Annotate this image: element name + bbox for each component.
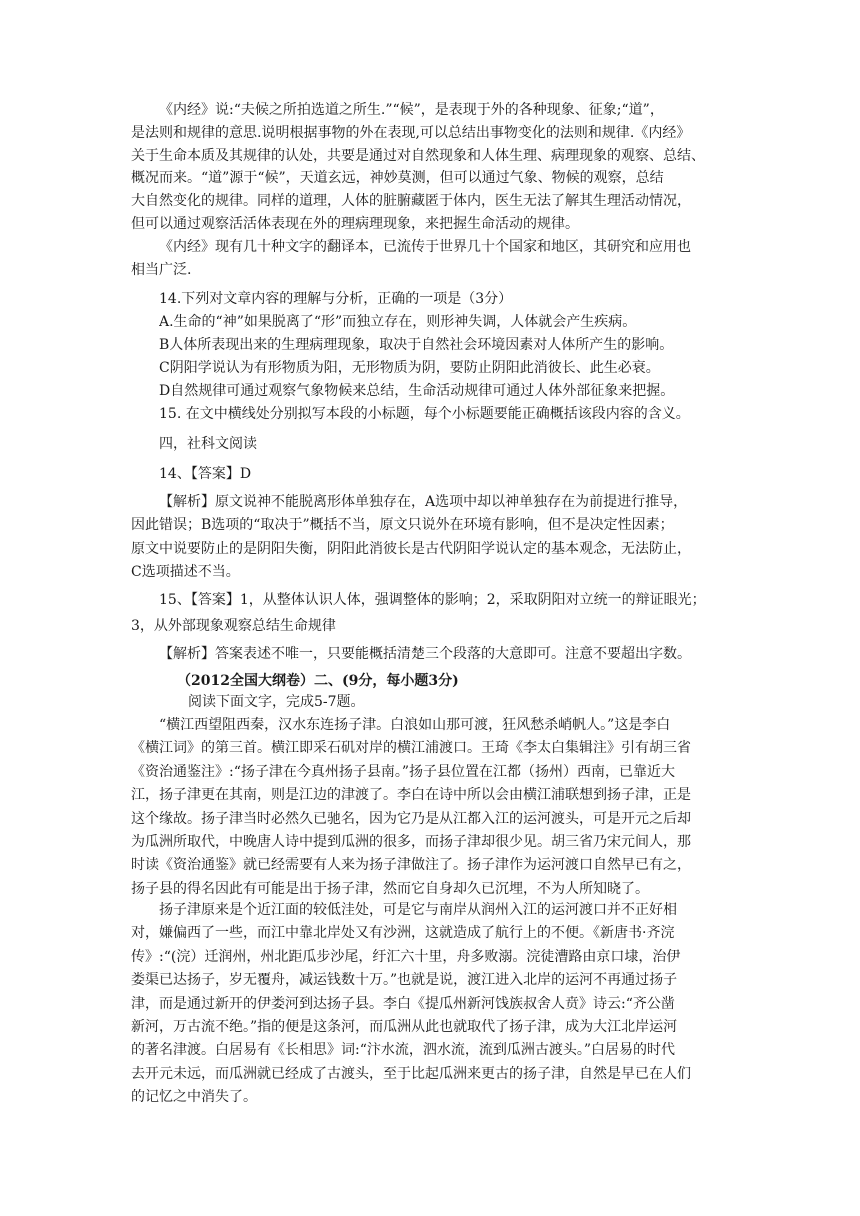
- text-line: 江，扬子津更在其南，则是江边的津渡了。李白在诗中所以会由横江浦联想到扬子津，正是: [131, 787, 691, 804]
- text-line: 原文中说要防止的是阴阳失衡，阴阳此消彼长是古代阴阳学说认定的基本观念，无法防止，: [131, 540, 691, 557]
- text-line: 关于生命本质及其规律的认处，共要是通过对自然现象和人体生理、病理现象的观察、总结、: [131, 147, 705, 164]
- text-line: C阴阳学说认为有形物质为阳，无形物质为阴，要防止阴阳此消彼长、此生必衰。: [159, 360, 660, 376]
- text-line: 为瓜洲所取代，中晚唐人诗中提到瓜洲的很多，而扬子津却很少见。胡三省乃宋元间人，那: [131, 834, 691, 850]
- text-line: B人体所表现出来的生理病理现象，取决于自然社会环境因素对人体所产生的影响。: [159, 337, 674, 353]
- text-line: 3，从外部现象观察总结生命规律: [131, 618, 336, 634]
- text-line: 扬子县的得名因此有可能是出于扬子津，然而它自身却久已沉埋，不为人所知晓了。: [131, 880, 649, 897]
- text-line: 对，嫌偏西了一些，而江中靠北岸处又有沙洲，这就造成了航行上的不便。《新唐书·齐浣: [131, 925, 675, 942]
- text-line: 14、【答案】D: [159, 466, 252, 482]
- text-line: 扬子津原来是个近江面的较低洼处，可是它与南岸从润州入江的运河渡口并不正好相: [159, 902, 677, 918]
- text-line: 新河，万古流不绝。”指的便是这条河，而瓜洲从此也就取代了扬子津，成为大江北岸运河: [131, 1019, 678, 1035]
- text-line: 【解析】原文说神不能脱离形体单独存在，A选项中却以神单独存在为前提进行推导，: [159, 494, 688, 510]
- text-line: 是法则和规律的意思.说明根据事物的外在表现,可以总结出事物变化的法则和规律.《内经》: [131, 124, 691, 141]
- text-line: 的记忆之中消失了。: [131, 1089, 257, 1106]
- text-line: “横江西望阻西秦，汉水东连扬子津。白浪如山那可渡，狂风愁杀峭帆人。”这是李白: [159, 717, 671, 733]
- text-line: 15. 在文中横线处分别拟写本段的小标题，每个小标题要能正确概括该段内容的含义。: [159, 406, 690, 422]
- text-line: （2012全国大纲卷）二、(9分，每小题3分): [177, 673, 459, 689]
- text-line: 去开元未远，而瓜洲就已经成了古渡头，至于比起瓜洲来更古的扬子津，自然是早已在人们: [131, 1065, 691, 1082]
- text-line: 《横江词》的第三首。横江即采石矶对岸的横江浦渡口。王琦《李太白集辑注》引有胡三省: [131, 740, 691, 757]
- text-line: 娄渠已达扬子，岁无覆舟，减运钱数十万。”也就是说，渡江进入北岸的运河不再通过扬子: [131, 972, 678, 989]
- text-line: 四，社科文阅读: [159, 436, 257, 452]
- text-line: 但可以通过观察活活体表现在外的理病理现象，来把握生命活动的规律。: [131, 216, 579, 232]
- text-line: 阅读下面文字，完成5-7题。: [188, 694, 365, 710]
- text-line: 这个缘故。扬子津当时必然久已驰名，因为它乃是从江都入江的运河渡头，可是开元之后却: [131, 810, 691, 827]
- text-line: 传》:“(浣）迁润州，州北距瓜步沙尾，纡汇六十里，舟多败溺。浣徒漕路由京口埭，治伊: [131, 948, 681, 965]
- text-line: 《内经》现有几十种文字的翻译本，已流传于世界几十个国家和地区，其研究和应用也: [159, 239, 691, 255]
- text-line: C选项描述不当。: [131, 563, 240, 580]
- text-line: D自然规律可通过观察气象物候来总结，生命活动规律可通过人体外部征象来把握。: [159, 383, 675, 399]
- text-line: 【解析】答案表述不唯一，只要能概括清楚三个段落的大意即可。注意不要超出字数。: [159, 646, 691, 662]
- text-line: 的著名津渡。白居易有《长相思》词:“汴水流，泗水流，流到瓜洲古渡头。”白居易的时代: [131, 1042, 676, 1059]
- text-line: 15、【答案】1，从整体认识人体，强调整体的影响；2，采取阴阳对立统一的辩证眼光；: [159, 592, 706, 608]
- text-line: 概况而来。“道”源于“候”，天道玄远，神妙莫测，但可以通过气象、物候的观察，总结: [131, 170, 664, 187]
- text-line: A.生命的“神”如果脱离了“形”而独立存在，则形神失调，人体就会产生疾病。: [159, 314, 637, 330]
- text-line: 《内经》说:“夫候之所拍选道之所生.”“候”，是表现于外的各种现象、征象;“道”，: [159, 102, 664, 118]
- text-line: 相当广泛.: [131, 261, 192, 278]
- text-line: 因此错误；B选项的“取决于”概括不当，原文只说外在环境有影响，但不是决定性因素；: [131, 517, 674, 534]
- text-line: 14.下列对文章内容的理解与分析，正确的一项是（3分）: [159, 291, 513, 307]
- text-line: 大自然变化的规律。同样的道理，人体的脏腑藏匿于体内，医生无法了解其生理活动情况，: [131, 193, 691, 210]
- text-line: 津，而是通过新开的伊娄河到达扬子县。李白《提瓜州新河饯族叔舍人贲》诗云:“齐公凿: [131, 995, 675, 1012]
- text-line: 《资治通鉴注》:“扬子津在今真州扬子县南。”扬子县位置在江都（扬州）西南，已靠近大: [131, 763, 676, 780]
- text-line: 时读《资治通鉴》就已经需要有人来为扬子津做注了。扬子津作为运河渡口自然早已有之，: [131, 857, 691, 874]
